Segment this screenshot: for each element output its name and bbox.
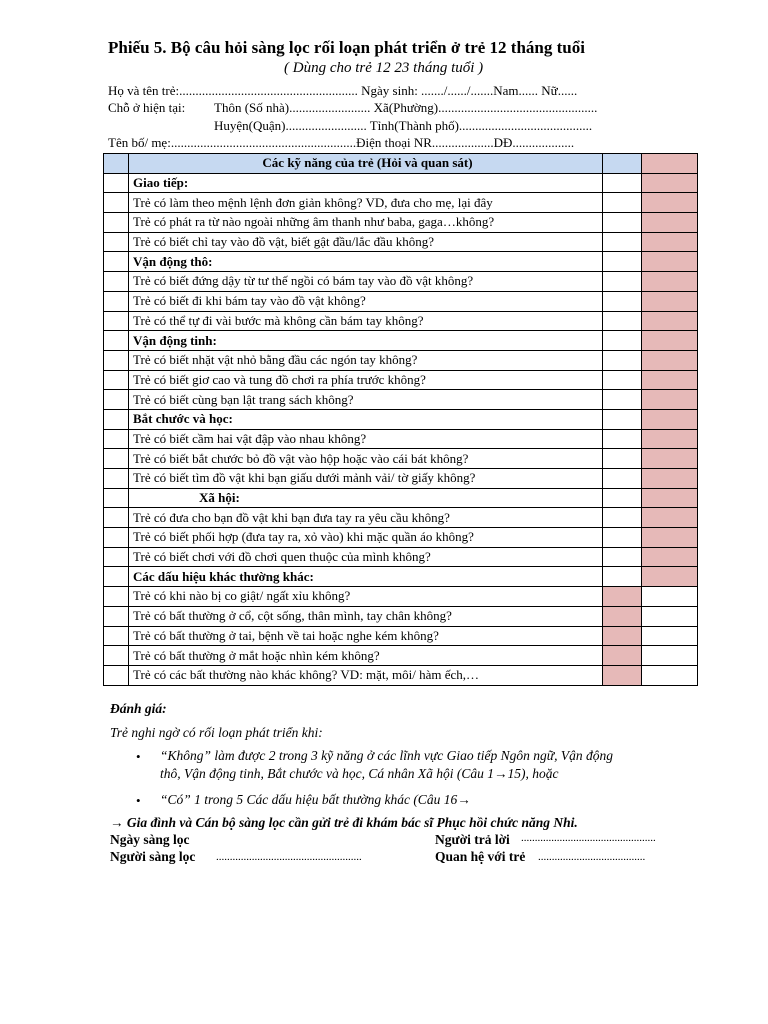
header-num-cell — [104, 154, 129, 174]
answer-no-cell — [642, 331, 698, 351]
answer-no-cell[interactable] — [642, 528, 698, 548]
row-num-cell — [104, 291, 129, 311]
evaluation-intro: Trẻ nghi ngờ có rối loạn phát triển khi: — [110, 725, 323, 740]
question-row — [104, 272, 698, 292]
question-row — [104, 547, 698, 567]
answer-yes-cell[interactable] — [603, 272, 642, 292]
question-text: Trẻ có bất thường ở mắt hoặc nhìn kém không? — [129, 646, 603, 666]
row-num-cell — [104, 409, 129, 429]
question-text: Trẻ có phát ra từ nào ngoài những âm thanh như baba, gaga…không? — [129, 213, 603, 233]
row-num-cell — [104, 350, 129, 370]
answer-yes-cell[interactable] — [603, 213, 642, 233]
answer-yes-cell[interactable] — [603, 232, 642, 252]
table-header: Các kỹ năng của trẻ (Hỏi và quan sát) — [129, 154, 603, 174]
answer-no-cell[interactable] — [642, 626, 698, 646]
bullet1-line1: “Không” làm được 2 trong 3 kỹ năng ở các lĩnh vực Giao tiếp Ngôn ngữ, Vận động — [160, 748, 613, 763]
row-num-cell — [104, 469, 129, 489]
relation-label: Quan hệ với trẻ — [435, 849, 526, 864]
question-row — [104, 291, 698, 311]
row-num-cell — [104, 252, 129, 272]
child-info-line: Họ và tên trẻ:....................................................... Ngày sinh: ......./....../.......Nam...... Nữ...... — [108, 83, 578, 98]
form-subtitle: ( Dùng cho trẻ 12 23 tháng tuổi ) — [284, 60, 484, 76]
answer-no-cell[interactable] — [642, 370, 698, 390]
answer-no-cell[interactable] — [642, 665, 698, 685]
question-text: Trẻ có thể tự đi vài bước mà không cần bám tay không? — [129, 311, 603, 331]
row-num-cell — [104, 567, 129, 587]
answer-yes-cell[interactable] — [603, 469, 642, 489]
answer-yes-cell — [603, 331, 642, 351]
header-no-cell — [642, 154, 698, 174]
row-num-cell — [104, 311, 129, 331]
answer-no-cell — [642, 488, 698, 508]
bullet-dot: • — [136, 793, 141, 808]
answer-yes-cell[interactable] — [603, 449, 642, 469]
row-num-cell — [104, 587, 129, 607]
answer-yes-cell[interactable] — [603, 528, 642, 548]
answer-no-cell — [642, 567, 698, 587]
row-num-cell — [104, 646, 129, 666]
bullet-dot: • — [136, 749, 141, 764]
screen-date-label: Ngày sàng lọc — [110, 832, 190, 847]
section-title: Các dấu hiệu khác thường khác: — [129, 567, 603, 587]
answer-no-cell[interactable] — [642, 291, 698, 311]
answer-no-cell — [642, 252, 698, 272]
answer-no-cell[interactable] — [642, 469, 698, 489]
answer-no-cell[interactable] — [642, 272, 698, 292]
answer-no-cell[interactable] — [642, 213, 698, 233]
section-row — [104, 409, 698, 429]
question-text: Trẻ có đưa cho bạn đồ vật khi bạn đưa tay ra yêu cầu không? — [129, 508, 603, 528]
row-num-cell — [104, 528, 129, 548]
question-text: Trẻ có biết chỉ tay vào đồ vật, biết gật đầu/lắc đầu không? — [129, 232, 603, 252]
answer-no-cell[interactable] — [642, 390, 698, 410]
question-text: Trẻ có biết tìm đồ vật khi bạn giấu dưới mảnh vải/ tờ giấy không? — [129, 469, 603, 489]
address-label: Chỗ ở hiện tại: — [108, 100, 186, 115]
question-row — [104, 469, 698, 489]
address-line: Thôn (Số nhà)......................... Xã(Phường)................................................. — [214, 100, 598, 115]
section-row — [104, 488, 698, 508]
answer-no-cell[interactable] — [642, 547, 698, 567]
answer-yes-cell[interactable] — [603, 193, 642, 213]
question-row — [104, 390, 698, 410]
answer-no-cell[interactable] — [642, 587, 698, 607]
header-yes-cell — [603, 154, 642, 174]
question-text: Trẻ có biết bắt chước bỏ đồ vật vào hộp hoặc vào cái bát không? — [129, 449, 603, 469]
row-num-cell — [104, 606, 129, 626]
answer-yes-cell[interactable] — [603, 508, 642, 528]
relation-dots: ....................................... — [538, 851, 646, 863]
answer-yes-cell[interactable] — [603, 606, 642, 626]
question-text: Trẻ có biết phối hợp (đưa tay ra, xỏ vào) khi mặc quần áo không? — [129, 528, 603, 548]
answer-no-cell[interactable] — [642, 429, 698, 449]
question-row — [104, 429, 698, 449]
question-text: Trẻ có làm theo mệnh lệnh đơn giản không? VD, đưa cho mẹ, lại đây — [129, 193, 603, 213]
row-num-cell — [104, 626, 129, 646]
question-text: Trẻ có biết đi khi bám tay vào đồ vật không? — [129, 291, 603, 311]
question-row — [104, 370, 698, 390]
evaluation-heading: Đánh giá: — [110, 701, 167, 716]
referral-note: → Gia đình và Cán bộ sàng lọc cần gửi trẻ đi khám bác sĩ Phục hồi chức năng Nhi. — [110, 815, 578, 830]
question-row — [104, 232, 698, 252]
question-row — [104, 528, 698, 548]
row-num-cell — [104, 331, 129, 351]
answer-yes-cell[interactable] — [603, 370, 642, 390]
respondent-label: Người trả lời — [435, 832, 510, 847]
question-text: Trẻ có biết nhặt vật nhỏ bằng đầu các ngón tay không? — [129, 350, 603, 370]
screener-dots: ..................................................... — [216, 851, 362, 863]
section-title: Bắt chước và học: — [129, 409, 603, 429]
question-text: Trẻ có khi nào bị co giật/ ngất xỉu không? — [129, 587, 603, 607]
answer-no-cell[interactable] — [642, 508, 698, 528]
answer-yes-cell — [603, 488, 642, 508]
answer-no-cell[interactable] — [642, 449, 698, 469]
row-num-cell — [104, 173, 129, 193]
answer-yes-cell[interactable] — [603, 350, 642, 370]
answer-yes-cell — [603, 567, 642, 587]
row-num-cell — [104, 370, 129, 390]
form-title: Phiếu 5. Bộ câu hỏi sàng lọc rối loạn phát triển ở trẻ 12 tháng tuổi — [108, 38, 585, 57]
answer-no-cell[interactable] — [642, 311, 698, 331]
answer-yes-cell[interactable] — [603, 626, 642, 646]
question-row — [104, 508, 698, 528]
answer-yes-cell[interactable] — [603, 587, 642, 607]
row-num-cell — [104, 508, 129, 528]
row-num-cell — [104, 232, 129, 252]
answer-yes-cell[interactable] — [603, 311, 642, 331]
answer-yes-cell[interactable] — [603, 291, 642, 311]
question-row — [104, 626, 698, 646]
row-num-cell — [104, 193, 129, 213]
row-num-cell — [104, 449, 129, 469]
question-text: Trẻ có biết cùng bạn lật trang sách không? — [129, 390, 603, 410]
section-title: Vận động tinh: — [129, 331, 603, 351]
row-num-cell — [104, 213, 129, 233]
row-num-cell — [104, 488, 129, 508]
bullet2: “Có” 1 trong 5 Các dấu hiệu bất thường khác (Câu 16→ — [160, 792, 471, 807]
section-title: Giao tiếp: — [129, 173, 603, 193]
question-text: Trẻ có biết cầm hai vật đập vào nhau không? — [129, 429, 603, 449]
question-row — [104, 606, 698, 626]
answer-yes-cell[interactable] — [603, 646, 642, 666]
section-title: Vận động thô: — [129, 252, 603, 272]
parent-info-line: Tên bố/ mẹ:.........................................................Điện thoại NR...................DĐ................... — [108, 135, 575, 150]
question-text: Trẻ có bất thường ở cổ, cột sống, thân mình, tay chân không? — [129, 606, 603, 626]
section-row — [104, 173, 698, 193]
answer-yes-cell — [603, 252, 642, 272]
question-row — [104, 193, 698, 213]
row-num-cell — [104, 272, 129, 292]
row-num-cell — [104, 429, 129, 449]
answer-yes-cell — [603, 173, 642, 193]
section-row — [104, 252, 698, 272]
answer-no-cell[interactable] — [642, 606, 698, 626]
answer-yes-cell[interactable] — [603, 390, 642, 410]
answer-yes-cell — [603, 409, 642, 429]
question-row — [104, 449, 698, 469]
row-num-cell — [104, 547, 129, 567]
section-row — [104, 331, 698, 351]
district-line: Huyện(Quận)......................... Tỉnh(Thành phố)......................................... — [214, 118, 593, 133]
question-row — [104, 350, 698, 370]
question-text: Trẻ có các bất thường nào khác không? VD: mặt, môi/ hàm ếch,… — [129, 665, 603, 685]
question-row — [104, 587, 698, 607]
section-row — [104, 567, 698, 587]
answer-no-cell — [642, 173, 698, 193]
answer-yes-cell[interactable] — [603, 665, 642, 685]
question-row — [104, 646, 698, 666]
answer-no-cell[interactable] — [642, 232, 698, 252]
bullet1-line2: thô, Vận động tinh, Bắt chước và học, Cá nhân Xã hội (Câu 1→15), hoặc — [160, 766, 559, 781]
answer-no-cell — [642, 409, 698, 429]
screener-label: Người sàng lọc — [110, 849, 196, 864]
skills-table — [103, 153, 698, 686]
question-text: Trẻ có biết đứng dậy từ tư thế ngồi có bám tay vào đồ vật không? — [129, 272, 603, 292]
section-title: Xã hội: — [129, 488, 603, 508]
question-text: Trẻ có biết giơ cao và tung đồ chơi ra phía trước không? — [129, 370, 603, 390]
question-text: Trẻ có bất thường ở tai, bệnh về tai hoặc nghe kém không? — [129, 626, 603, 646]
question-row — [104, 311, 698, 331]
question-text: Trẻ có biết chơi với đồ chơi quen thuộc của mình không? — [129, 547, 603, 567]
answer-yes-cell[interactable] — [603, 429, 642, 449]
respondent-dots: ................................................. — [521, 832, 656, 844]
answer-yes-cell[interactable] — [603, 547, 642, 567]
answer-no-cell[interactable] — [642, 350, 698, 370]
row-num-cell — [104, 665, 129, 685]
table-header-row — [104, 154, 698, 174]
question-row — [104, 665, 698, 685]
answer-no-cell[interactable] — [642, 646, 698, 666]
answer-no-cell[interactable] — [642, 193, 698, 213]
question-row — [104, 213, 698, 233]
row-num-cell — [104, 390, 129, 410]
